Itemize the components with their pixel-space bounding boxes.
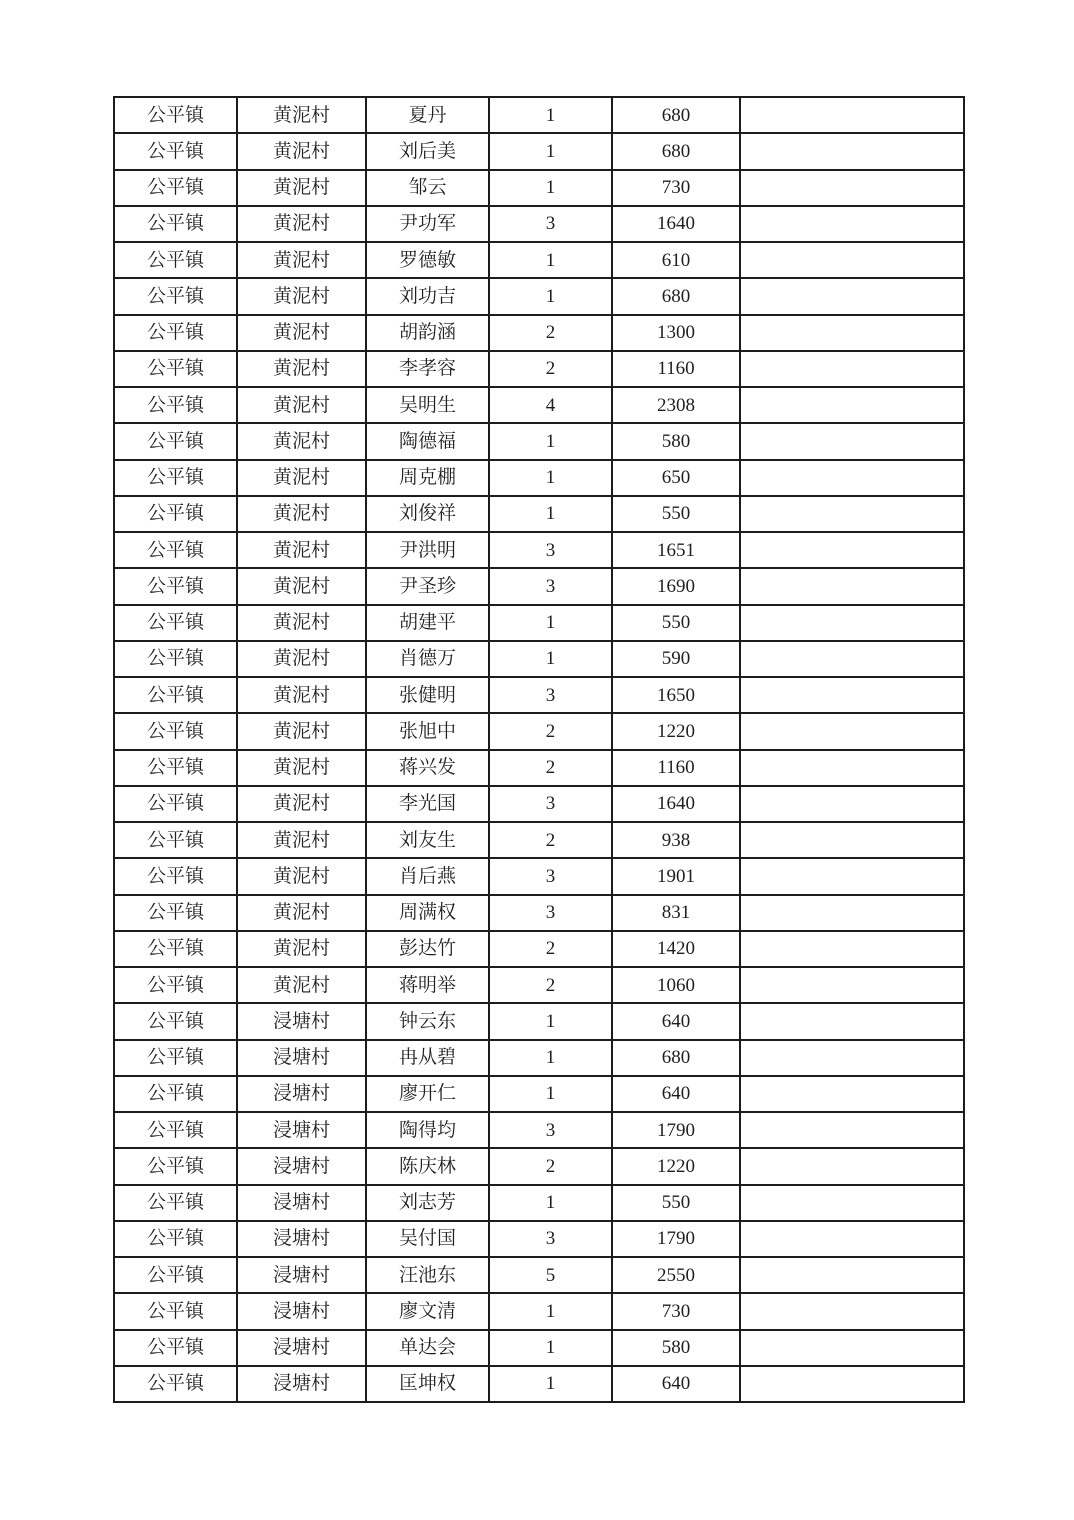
cell-town: 公平镇 <box>114 1040 237 1076</box>
cell-amount: 1220 <box>612 713 740 749</box>
cell-count: 2 <box>489 931 612 967</box>
table-row <box>114 1148 964 1184</box>
cell-note <box>740 532 964 568</box>
cell-name: 胡韵涵 <box>366 315 489 351</box>
cell-count: 3 <box>489 1221 612 1257</box>
table-row <box>114 423 964 459</box>
cell-name: 张健明 <box>366 677 489 713</box>
cell-name: 吴明生 <box>366 387 489 423</box>
table-row <box>114 133 964 169</box>
cell-name: 匡坤权 <box>366 1366 489 1402</box>
cell-note <box>740 1076 964 1112</box>
cell-town: 公平镇 <box>114 786 237 822</box>
cell-town: 公平镇 <box>114 931 237 967</box>
cell-village: 黄泥村 <box>237 858 366 894</box>
cell-town: 公平镇 <box>114 858 237 894</box>
cell-name: 陈庆林 <box>366 1148 489 1184</box>
cell-count: 1 <box>489 242 612 278</box>
cell-name: 冉从碧 <box>366 1040 489 1076</box>
table-row <box>114 1185 964 1221</box>
cell-count: 3 <box>489 677 612 713</box>
cell-town: 公平镇 <box>114 822 237 858</box>
cell-note <box>740 351 964 387</box>
table-row <box>114 532 964 568</box>
cell-note <box>740 1257 964 1293</box>
table-row <box>114 786 964 822</box>
cell-count: 5 <box>489 1257 612 1293</box>
cell-village: 黄泥村 <box>237 206 366 242</box>
table-row <box>114 206 964 242</box>
cell-village: 浸塘村 <box>237 1330 366 1366</box>
cell-name: 尹洪明 <box>366 532 489 568</box>
cell-amount: 1790 <box>612 1221 740 1257</box>
cell-note <box>740 387 964 423</box>
cell-count: 4 <box>489 387 612 423</box>
cell-note <box>740 1148 964 1184</box>
cell-amount: 2308 <box>612 387 740 423</box>
cell-village: 浸塘村 <box>237 1040 366 1076</box>
cell-village: 浸塘村 <box>237 1148 366 1184</box>
cell-amount: 580 <box>612 423 740 459</box>
cell-note <box>740 315 964 351</box>
cell-town: 公平镇 <box>114 97 237 133</box>
table-row <box>114 351 964 387</box>
cell-amount: 1650 <box>612 677 740 713</box>
table-row <box>114 1293 964 1329</box>
table-row <box>114 387 964 423</box>
cell-name: 廖文清 <box>366 1293 489 1329</box>
cell-note <box>740 677 964 713</box>
cell-name: 肖德万 <box>366 641 489 677</box>
cell-name: 蒋明举 <box>366 967 489 1003</box>
cell-amount: 1060 <box>612 967 740 1003</box>
cell-note <box>740 206 964 242</box>
cell-name: 尹圣珍 <box>366 568 489 604</box>
cell-village: 黄泥村 <box>237 750 366 786</box>
cell-note <box>740 568 964 604</box>
cell-town: 公平镇 <box>114 1112 237 1148</box>
cell-village: 黄泥村 <box>237 605 366 641</box>
table-row <box>114 1003 964 1039</box>
cell-count: 2 <box>489 822 612 858</box>
cell-count: 1 <box>489 170 612 206</box>
cell-note <box>740 460 964 496</box>
table-row <box>114 750 964 786</box>
cell-note <box>740 895 964 931</box>
cell-village: 黄泥村 <box>237 170 366 206</box>
cell-name: 胡建平 <box>366 605 489 641</box>
cell-count: 3 <box>489 206 612 242</box>
cell-count: 3 <box>489 1112 612 1148</box>
cell-count: 1 <box>489 423 612 459</box>
cell-note <box>740 1330 964 1366</box>
cell-count: 3 <box>489 568 612 604</box>
cell-name: 钟云东 <box>366 1003 489 1039</box>
cell-amount: 640 <box>612 1003 740 1039</box>
cell-amount: 831 <box>612 895 740 931</box>
cell-count: 1 <box>489 605 612 641</box>
cell-town: 公平镇 <box>114 750 237 786</box>
cell-town: 公平镇 <box>114 677 237 713</box>
cell-amount: 680 <box>612 1040 740 1076</box>
cell-town: 公平镇 <box>114 1003 237 1039</box>
cell-note <box>740 278 964 314</box>
table-row <box>114 315 964 351</box>
cell-amount: 590 <box>612 641 740 677</box>
cell-name: 尹功军 <box>366 206 489 242</box>
payment-table <box>113 96 965 1403</box>
cell-town: 公平镇 <box>114 387 237 423</box>
cell-amount: 550 <box>612 1185 740 1221</box>
cell-amount: 680 <box>612 97 740 133</box>
cell-name: 吴付国 <box>366 1221 489 1257</box>
cell-note <box>740 931 964 967</box>
cell-village: 黄泥村 <box>237 242 366 278</box>
cell-town: 公平镇 <box>114 1185 237 1221</box>
cell-count: 3 <box>489 895 612 931</box>
cell-count: 1 <box>489 496 612 532</box>
cell-count: 1 <box>489 97 612 133</box>
cell-amount: 1901 <box>612 858 740 894</box>
cell-note <box>740 641 964 677</box>
cell-village: 黄泥村 <box>237 351 366 387</box>
cell-count: 1 <box>489 1330 612 1366</box>
cell-amount: 1160 <box>612 750 740 786</box>
cell-name: 蒋兴发 <box>366 750 489 786</box>
cell-village: 浸塘村 <box>237 1257 366 1293</box>
cell-name: 李孝容 <box>366 351 489 387</box>
cell-count: 1 <box>489 278 612 314</box>
cell-note <box>740 496 964 532</box>
cell-count: 1 <box>489 1076 612 1112</box>
table-row <box>114 641 964 677</box>
cell-village: 黄泥村 <box>237 387 366 423</box>
cell-village: 黄泥村 <box>237 967 366 1003</box>
cell-amount: 680 <box>612 278 740 314</box>
cell-village: 黄泥村 <box>237 496 366 532</box>
cell-name: 刘功吉 <box>366 278 489 314</box>
cell-town: 公平镇 <box>114 315 237 351</box>
cell-village: 黄泥村 <box>237 895 366 931</box>
table-row <box>114 460 964 496</box>
table-row <box>114 713 964 749</box>
cell-count: 1 <box>489 460 612 496</box>
cell-note <box>740 1221 964 1257</box>
cell-village: 黄泥村 <box>237 641 366 677</box>
cell-village: 黄泥村 <box>237 278 366 314</box>
table-row <box>114 677 964 713</box>
table-row <box>114 1221 964 1257</box>
cell-amount: 1160 <box>612 351 740 387</box>
cell-note <box>740 967 964 1003</box>
cell-village: 黄泥村 <box>237 460 366 496</box>
cell-town: 公平镇 <box>114 242 237 278</box>
cell-amount: 610 <box>612 242 740 278</box>
cell-village: 浸塘村 <box>237 1185 366 1221</box>
cell-village: 黄泥村 <box>237 133 366 169</box>
cell-count: 3 <box>489 858 612 894</box>
cell-amount: 640 <box>612 1076 740 1112</box>
cell-town: 公平镇 <box>114 351 237 387</box>
cell-name: 夏丹 <box>366 97 489 133</box>
cell-name: 刘俊祥 <box>366 496 489 532</box>
cell-amount: 1651 <box>612 532 740 568</box>
table-row <box>114 605 964 641</box>
cell-town: 公平镇 <box>114 605 237 641</box>
cell-note <box>740 750 964 786</box>
cell-count: 2 <box>489 1148 612 1184</box>
cell-note <box>740 423 964 459</box>
cell-village: 浸塘村 <box>237 1366 366 1402</box>
table-row <box>114 1330 964 1366</box>
cell-name: 周克棚 <box>366 460 489 496</box>
cell-town: 公平镇 <box>114 460 237 496</box>
cell-count: 1 <box>489 133 612 169</box>
table-row <box>114 1257 964 1293</box>
cell-village: 浸塘村 <box>237 1293 366 1329</box>
cell-amount: 1220 <box>612 1148 740 1184</box>
cell-name: 单达会 <box>366 1330 489 1366</box>
cell-amount: 550 <box>612 496 740 532</box>
table-row <box>114 1366 964 1402</box>
cell-name: 罗德敏 <box>366 242 489 278</box>
cell-town: 公平镇 <box>114 1366 237 1402</box>
cell-count: 2 <box>489 713 612 749</box>
cell-note <box>740 242 964 278</box>
cell-name: 张旭中 <box>366 713 489 749</box>
cell-note <box>740 1003 964 1039</box>
cell-amount: 730 <box>612 1293 740 1329</box>
cell-town: 公平镇 <box>114 568 237 604</box>
cell-town: 公平镇 <box>114 1221 237 1257</box>
cell-note <box>740 1040 964 1076</box>
cell-name: 陶得均 <box>366 1112 489 1148</box>
cell-village: 黄泥村 <box>237 568 366 604</box>
cell-town: 公平镇 <box>114 532 237 568</box>
cell-amount: 1790 <box>612 1112 740 1148</box>
cell-amount: 1420 <box>612 931 740 967</box>
cell-village: 浸塘村 <box>237 1112 366 1148</box>
cell-name: 刘友生 <box>366 822 489 858</box>
cell-village: 黄泥村 <box>237 532 366 568</box>
table-row <box>114 858 964 894</box>
cell-name: 肖后燕 <box>366 858 489 894</box>
cell-count: 1 <box>489 1293 612 1329</box>
cell-amount: 580 <box>612 1330 740 1366</box>
cell-village: 黄泥村 <box>237 786 366 822</box>
cell-town: 公平镇 <box>114 967 237 1003</box>
cell-count: 2 <box>489 967 612 1003</box>
cell-name: 廖开仁 <box>366 1076 489 1112</box>
cell-note <box>740 133 964 169</box>
cell-town: 公平镇 <box>114 206 237 242</box>
cell-amount: 640 <box>612 1366 740 1402</box>
cell-town: 公平镇 <box>114 641 237 677</box>
cell-village: 黄泥村 <box>237 677 366 713</box>
table-row <box>114 1040 964 1076</box>
cell-note <box>740 1293 964 1329</box>
table-row <box>114 170 964 206</box>
cell-village: 黄泥村 <box>237 713 366 749</box>
cell-town: 公平镇 <box>114 1330 237 1366</box>
cell-name: 刘后美 <box>366 133 489 169</box>
cell-village: 黄泥村 <box>237 97 366 133</box>
cell-amount: 680 <box>612 133 740 169</box>
payment-table-body <box>114 97 964 1402</box>
cell-count: 2 <box>489 315 612 351</box>
cell-note <box>740 822 964 858</box>
table-row <box>114 242 964 278</box>
cell-name: 刘志芳 <box>366 1185 489 1221</box>
cell-count: 1 <box>489 1003 612 1039</box>
cell-town: 公平镇 <box>114 1076 237 1112</box>
cell-town: 公平镇 <box>114 895 237 931</box>
cell-village: 浸塘村 <box>237 1221 366 1257</box>
cell-amount: 938 <box>612 822 740 858</box>
table-row <box>114 1112 964 1148</box>
cell-town: 公平镇 <box>114 1148 237 1184</box>
cell-town: 公平镇 <box>114 278 237 314</box>
cell-village: 黄泥村 <box>237 931 366 967</box>
cell-note <box>740 1112 964 1148</box>
cell-town: 公平镇 <box>114 170 237 206</box>
cell-count: 1 <box>489 1185 612 1221</box>
cell-note <box>740 170 964 206</box>
cell-name: 汪池东 <box>366 1257 489 1293</box>
table-row <box>114 278 964 314</box>
cell-village: 黄泥村 <box>237 423 366 459</box>
cell-note <box>740 713 964 749</box>
cell-count: 3 <box>489 786 612 822</box>
cell-name: 李光国 <box>366 786 489 822</box>
table-row <box>114 822 964 858</box>
cell-name: 周满权 <box>366 895 489 931</box>
cell-name: 陶德福 <box>366 423 489 459</box>
table-row <box>114 931 964 967</box>
table-row <box>114 967 964 1003</box>
cell-town: 公平镇 <box>114 1257 237 1293</box>
cell-note <box>740 97 964 133</box>
cell-amount: 1300 <box>612 315 740 351</box>
cell-amount: 1640 <box>612 206 740 242</box>
cell-count: 1 <box>489 641 612 677</box>
cell-town: 公平镇 <box>114 1293 237 1329</box>
table-row <box>114 895 964 931</box>
cell-amount: 1690 <box>612 568 740 604</box>
cell-count: 2 <box>489 351 612 387</box>
table-row <box>114 97 964 133</box>
cell-amount: 650 <box>612 460 740 496</box>
cell-town: 公平镇 <box>114 423 237 459</box>
cell-town: 公平镇 <box>114 496 237 532</box>
table-row <box>114 568 964 604</box>
cell-note <box>740 1366 964 1402</box>
cell-note <box>740 858 964 894</box>
cell-amount: 550 <box>612 605 740 641</box>
cell-village: 浸塘村 <box>237 1076 366 1112</box>
table-row <box>114 1076 964 1112</box>
cell-note <box>740 605 964 641</box>
cell-name: 邹云 <box>366 170 489 206</box>
cell-note <box>740 1185 964 1221</box>
table-row <box>114 496 964 532</box>
cell-village: 浸塘村 <box>237 1003 366 1039</box>
cell-amount: 2550 <box>612 1257 740 1293</box>
cell-count: 1 <box>489 1040 612 1076</box>
cell-town: 公平镇 <box>114 713 237 749</box>
cell-count: 2 <box>489 750 612 786</box>
cell-count: 3 <box>489 532 612 568</box>
cell-village: 黄泥村 <box>237 315 366 351</box>
cell-amount: 1640 <box>612 786 740 822</box>
cell-count: 1 <box>489 1366 612 1402</box>
cell-amount: 730 <box>612 170 740 206</box>
cell-village: 黄泥村 <box>237 822 366 858</box>
cell-note <box>740 786 964 822</box>
cell-name: 彭达竹 <box>366 931 489 967</box>
cell-town: 公平镇 <box>114 133 237 169</box>
